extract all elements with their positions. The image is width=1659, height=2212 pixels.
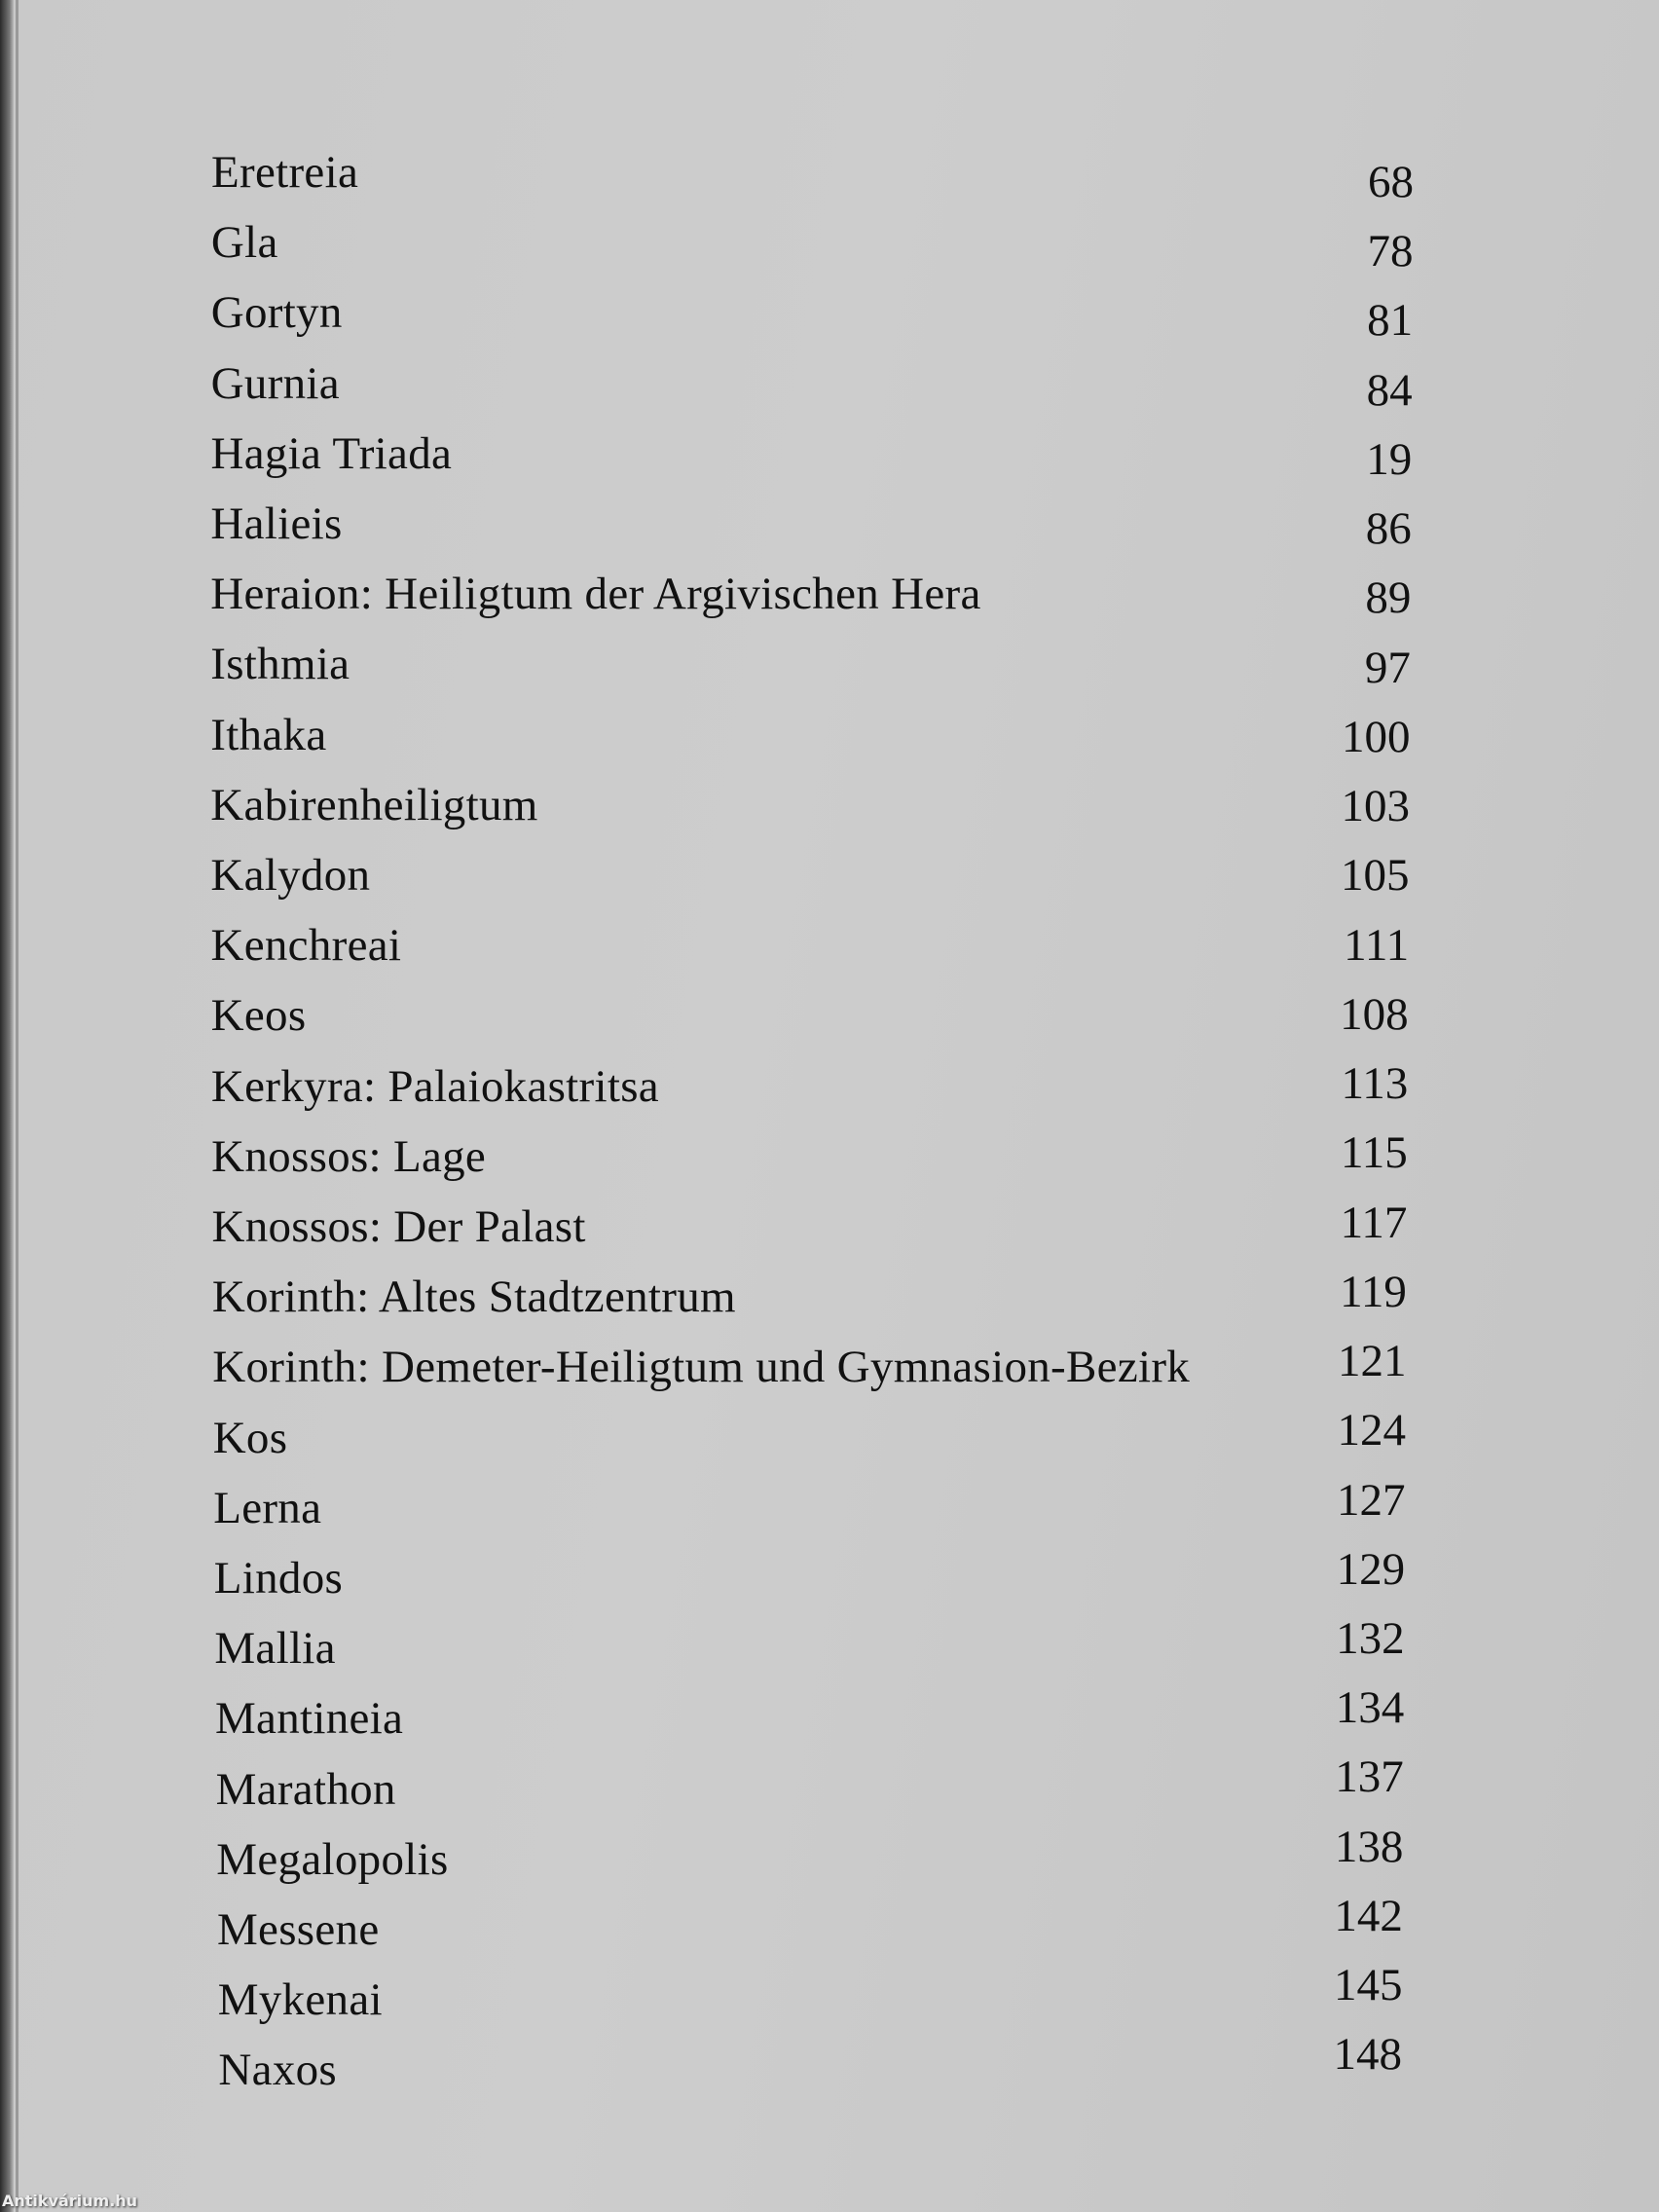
toc-entry-title: Ithaka — [210, 709, 327, 760]
toc-entry — [0, 1890, 1659, 1964]
toc-entry — [0, 1614, 1659, 1682]
toc-entry-title: Isthmia — [210, 639, 350, 690]
toc-entry-page: 78 — [1367, 226, 1414, 277]
toc-entry — [0, 771, 1659, 839]
toc-entry — [0, 208, 1659, 276]
toc-entry-title: Kerkyra: Palaiokastritsa — [210, 1060, 659, 1112]
toc-entry — [0, 1474, 1659, 1542]
toc-entry-page: 111 — [1344, 919, 1410, 971]
toc-entry-page: 121 — [1337, 1336, 1407, 1387]
toc-entry-title: Kos — [212, 1412, 288, 1463]
toc-entry-page: 124 — [1337, 1405, 1406, 1456]
toc-entry — [0, 1751, 1659, 1824]
toc-entry — [0, 1123, 1659, 1191]
toc-entry-page: 138 — [1334, 1821, 1404, 1872]
toc-entry — [0, 841, 1659, 909]
toc-entry-page: 129 — [1336, 1543, 1406, 1595]
toc-entry-page: 148 — [1333, 2029, 1402, 2081]
toc-entry-title: Heraion: Heiligtum der Argivischen Hera — [210, 569, 981, 620]
toc-entry-title: Halieis — [210, 498, 343, 549]
toc-entry-title: Gla — [210, 217, 278, 269]
toc-entry-page: 117 — [1340, 1197, 1408, 1248]
toc-entry — [0, 2029, 1659, 2104]
toc-entry — [0, 278, 1659, 347]
toc-entry-page: 103 — [1341, 781, 1410, 832]
toc-entry-title: Naxos — [218, 2045, 338, 2096]
toc-entry-page: 81 — [1367, 295, 1414, 347]
toc-entry-title: Mallia — [214, 1623, 336, 1675]
toc-entry-title: Knossos: Lage — [211, 1130, 487, 1182]
toc-entry-page: 119 — [1340, 1266, 1407, 1317]
toc-entry-page: 100 — [1341, 711, 1411, 762]
toc-entry — [0, 138, 1659, 206]
toc-entry — [0, 1684, 1659, 1752]
toc-entry-page: 84 — [1366, 364, 1413, 416]
toc-entry — [0, 1193, 1659, 1261]
toc-entry-title: Kenchreai — [210, 920, 402, 972]
toc-entry-page: 127 — [1337, 1474, 1406, 1526]
toc-entry-title: Knossos: Der Palast — [211, 1201, 586, 1252]
toc-entry-title: Kabirenheiligtum — [210, 779, 538, 830]
toc-entry — [0, 1333, 1659, 1401]
toc-entry-title: Mantineia — [214, 1693, 404, 1745]
toc-entry-title: Hagia Triada — [210, 427, 453, 479]
toc-entry — [0, 1263, 1659, 1331]
toc-entry-title: Korinth: Demeter-Heiligtum und Gymnasion-Bezirk — [212, 1342, 1191, 1393]
toc-entry-page: 132 — [1336, 1612, 1405, 1664]
toc-entry — [0, 1052, 1659, 1121]
toc-entry-title: Kalydon — [210, 850, 371, 901]
toc-entry — [0, 701, 1659, 769]
toc-entry — [0, 350, 1659, 418]
toc-entry — [0, 420, 1659, 488]
toc-entry — [0, 911, 1659, 979]
toc-entry-page: 134 — [1335, 1682, 1405, 1734]
toc-entry-title: Megalopolis — [216, 1833, 449, 1885]
toc-entry-page: 89 — [1365, 572, 1412, 624]
toc-entry-page: 115 — [1341, 1127, 1408, 1179]
toc-entry-title: Keos — [210, 990, 307, 1042]
toc-entry-page: 86 — [1365, 503, 1412, 555]
toc-entry-page: 137 — [1335, 1751, 1404, 1803]
toc-entry — [0, 1544, 1659, 1612]
toc-entry-page: 108 — [1340, 988, 1409, 1040]
toc-entry — [0, 1404, 1659, 1472]
toc-entry — [0, 490, 1659, 558]
toc-entry-title: Messene — [216, 1904, 380, 1955]
toc-entry-title: Gurnia — [210, 357, 340, 409]
toc-entry-page: 97 — [1364, 642, 1411, 693]
toc-entry-title: Korinth: Altes Stadtzentrum — [211, 1272, 736, 1323]
toc-entry-title: Marathon — [215, 1763, 396, 1815]
toc-entry-title: Gortyn — [210, 287, 343, 339]
toc-entry-page: 68 — [1368, 157, 1414, 207]
toc-entry-page: 145 — [1333, 1960, 1403, 2011]
toc-entry-title: Mykenai — [217, 1974, 383, 2026]
toc-entry-page: 113 — [1341, 1058, 1409, 1110]
toc-entry-page: 19 — [1366, 433, 1413, 485]
toc-entry — [0, 630, 1659, 698]
toc-entry — [0, 560, 1659, 628]
toc-entry — [0, 981, 1659, 1050]
toc-entry-title: Lindos — [213, 1553, 344, 1604]
toc-entry-page: 142 — [1334, 1890, 1403, 1941]
toc-entry-title: Eretreia — [211, 147, 359, 198]
toc-entry-page: 105 — [1341, 850, 1410, 902]
toc-entry — [0, 1821, 1659, 1894]
toc-entry-title: Lerna — [213, 1482, 322, 1533]
toc-entry — [0, 1960, 1659, 2034]
watermark: Antikvárium.hu — [2, 2192, 138, 2210]
